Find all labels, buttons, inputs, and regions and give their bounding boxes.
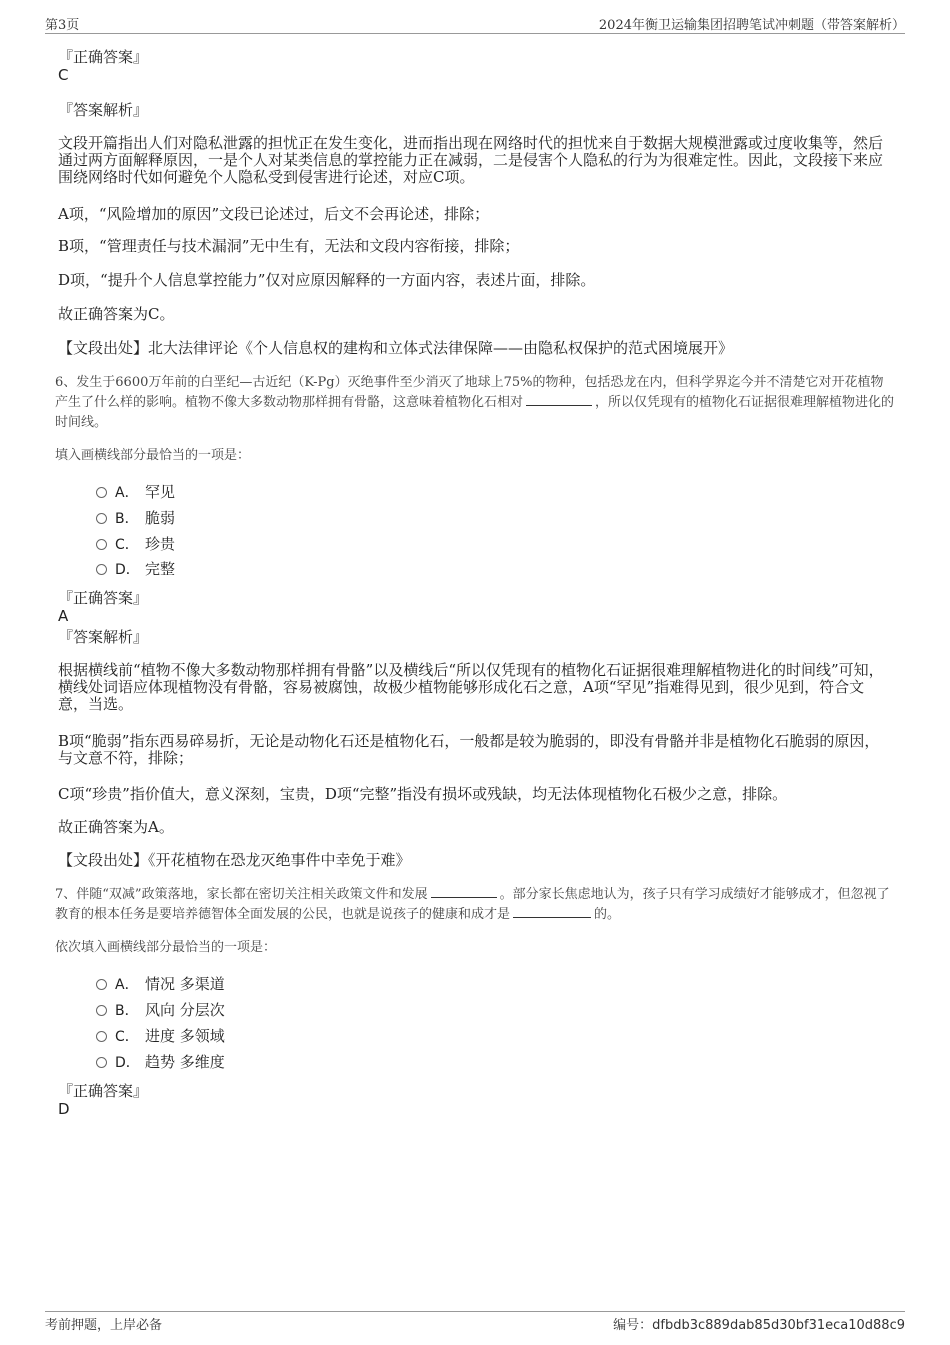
option-text: 脆弱 (145, 509, 176, 527)
fill-blank (431, 885, 497, 898)
q7-option-d[interactable] (96, 1051, 225, 1073)
q7-option-a[interactable] (96, 973, 225, 995)
header-divider (45, 33, 905, 34)
q6-answer-label: 『正确答案』 (58, 589, 149, 607)
q7-stem-part-b: 。部分家长焦虑地认为，孩子只有学习成绩好才能够成才，但忽视了教育的根本任务是要培养德智体全面发展的公民，也就是说孩子的健康和成才是 (55, 887, 890, 922)
q6-prompt: 填入画横线部分最恰当的一项是： (55, 448, 251, 463)
option-letter: D． (115, 562, 140, 578)
radio-icon[interactable] (96, 564, 107, 575)
q5-analysis-para-1: 文段开篇指出人们对隐私泄露的担忧正在发生变化，进而指出现在网络时代的担忧来自于数据大规模泄露或过度收集等，然后通过两方面解释原因，一是个人对某类信息的掌控能力正在减弱，二是侵害个人隐私的行为为很难定性。因此，文段接下来应围绕网络时代如何避免个人隐私受到侵害进行论述，对应C项。 (58, 134, 884, 186)
radio-icon[interactable] (96, 539, 107, 550)
option-text: 趋势 多维度 (145, 1053, 225, 1071)
q6-source: 【文段出处】《开花植物在恐龙灭绝事件中幸免于难》 (58, 851, 411, 869)
q6-stem-part-b: ，所以仅凭现有的植物化石证据很难理解植物进化的时间线。 (55, 395, 895, 430)
q6-analysis-para-2: B项“脆弱”指东西易碎易折，无论是动物化石还是植物化石，一般都是较为脆弱的，即没有骨骼并非是植物化石脆弱的原因，与文意不符，排除； (58, 732, 880, 767)
radio-icon[interactable] (96, 1057, 107, 1068)
q6-analysis-para-3: C项“珍贵”指价值大，意义深刻，宝贵，D项“完整”指没有损坏或残缺，均无法体现植物化石极少之意，排除。 (58, 785, 788, 803)
fill-blank (513, 905, 591, 918)
q5-answer-label: 『正确答案』 (58, 48, 149, 66)
q6-stem (55, 373, 895, 433)
document-code (613, 1314, 905, 1333)
option-text: 进度 多领域 (145, 1027, 225, 1045)
option-letter: C． (115, 537, 139, 553)
code-value: dfbdb3c889dab85d30bf31eca10d88c9 (652, 1318, 905, 1333)
option-letter: A． (115, 977, 139, 993)
q5-analysis-para-5: 故正确答案为C。 (58, 305, 175, 323)
q6-option-c[interactable] (96, 533, 175, 555)
q6-analysis-label: 『答案解析』 (58, 628, 149, 646)
q6-analysis-para-1: 根据横线前“植物不像大多数动物那样拥有骨骼”以及横线后“所以仅凭现有的植物化石证据很难理解植物进化的时间线”可知，横线处词语应体现植物没有骨骼，容易被腐蚀，故极少植物能够形成化石之意，A项“罕见”指难得见到，很少见到，符合文意，当选。 (58, 661, 884, 713)
option-letter: B． (115, 511, 139, 527)
q7-prompt: 依次填入画横线部分最恰当的一项是： (55, 940, 277, 955)
q7-answer: D (58, 1100, 70, 1118)
q5-analysis-label: 『答案解析』 (58, 101, 149, 119)
page-number: 第3页 (45, 18, 80, 33)
document-title: 2024年衡卫运输集团招聘笔试冲刺题（带答案解析） (598, 18, 905, 33)
q5-analysis-para-4: D项，“提升个人信息掌控能力”仅对应原因解释的一方面内容，表述片面，排除。 (58, 271, 596, 289)
page-footer (45, 1314, 905, 1334)
radio-icon[interactable] (96, 513, 107, 524)
option-text: 完整 (145, 560, 176, 578)
q7-option-b[interactable] (96, 999, 225, 1021)
radio-icon[interactable] (96, 487, 107, 498)
page-header (45, 14, 905, 34)
q5-source: 【文段出处】北大法律评论《个人信息权的建构和立体式法律保障——由隐私权保护的范式困境展开》 (58, 339, 734, 357)
option-text: 情况 多渠道 (145, 975, 225, 993)
q5-analysis-para-2: A项，“风险增加的原因”文段已论述过，后文不会再论述，排除； (58, 205, 490, 223)
q7-stem (55, 885, 895, 925)
option-letter: D． (115, 1055, 140, 1071)
option-letter: B． (115, 1003, 139, 1019)
footer-slogan: 考前押题，上岸必备 (45, 1318, 163, 1333)
q6-option-b[interactable] (96, 507, 175, 529)
q7-answer-label: 『正确答案』 (58, 1082, 149, 1100)
option-text: 风向 分层次 (145, 1001, 225, 1019)
footer-divider (45, 1311, 905, 1312)
q6-stem-part-a: 6、发生于6600万年前的白垩纪—古近纪（K-Pg）灭绝事件至少消灭了地球上75%的物种，包括恐龙在内，但科学界迄今并不清楚它对开花植物产生了什么样的影响。植物不像大多数动物那样拥有骨骼，这意味着植物化石相对 (55, 375, 884, 410)
q7-stem-part-a: 7、伴随“双减”政策落地，家长都在密切关注相关政策文件和发展 (55, 887, 428, 902)
radio-icon[interactable] (96, 1031, 107, 1042)
q6-option-a[interactable] (96, 481, 175, 503)
q7-option-c[interactable] (96, 1025, 225, 1047)
option-letter: A． (115, 485, 139, 501)
code-label: 编号： (613, 1318, 653, 1333)
q6-option-d[interactable] (96, 558, 175, 580)
q7-stem-part-c: 的。 (594, 907, 621, 922)
q6-answer: A (58, 607, 69, 625)
fill-blank (526, 393, 592, 406)
radio-icon[interactable] (96, 1005, 107, 1016)
option-text: 珍贵 (145, 535, 176, 553)
radio-icon[interactable] (96, 979, 107, 990)
q5-analysis-para-3: B项，“管理责任与技术漏洞”无中生有，无法和文段内容衔接，排除； (58, 237, 520, 255)
option-text: 罕见 (145, 483, 176, 501)
q5-answer: C (58, 66, 69, 84)
option-letter: C． (115, 1029, 139, 1045)
q6-analysis-para-4: 故正确答案为A。 (58, 818, 174, 836)
